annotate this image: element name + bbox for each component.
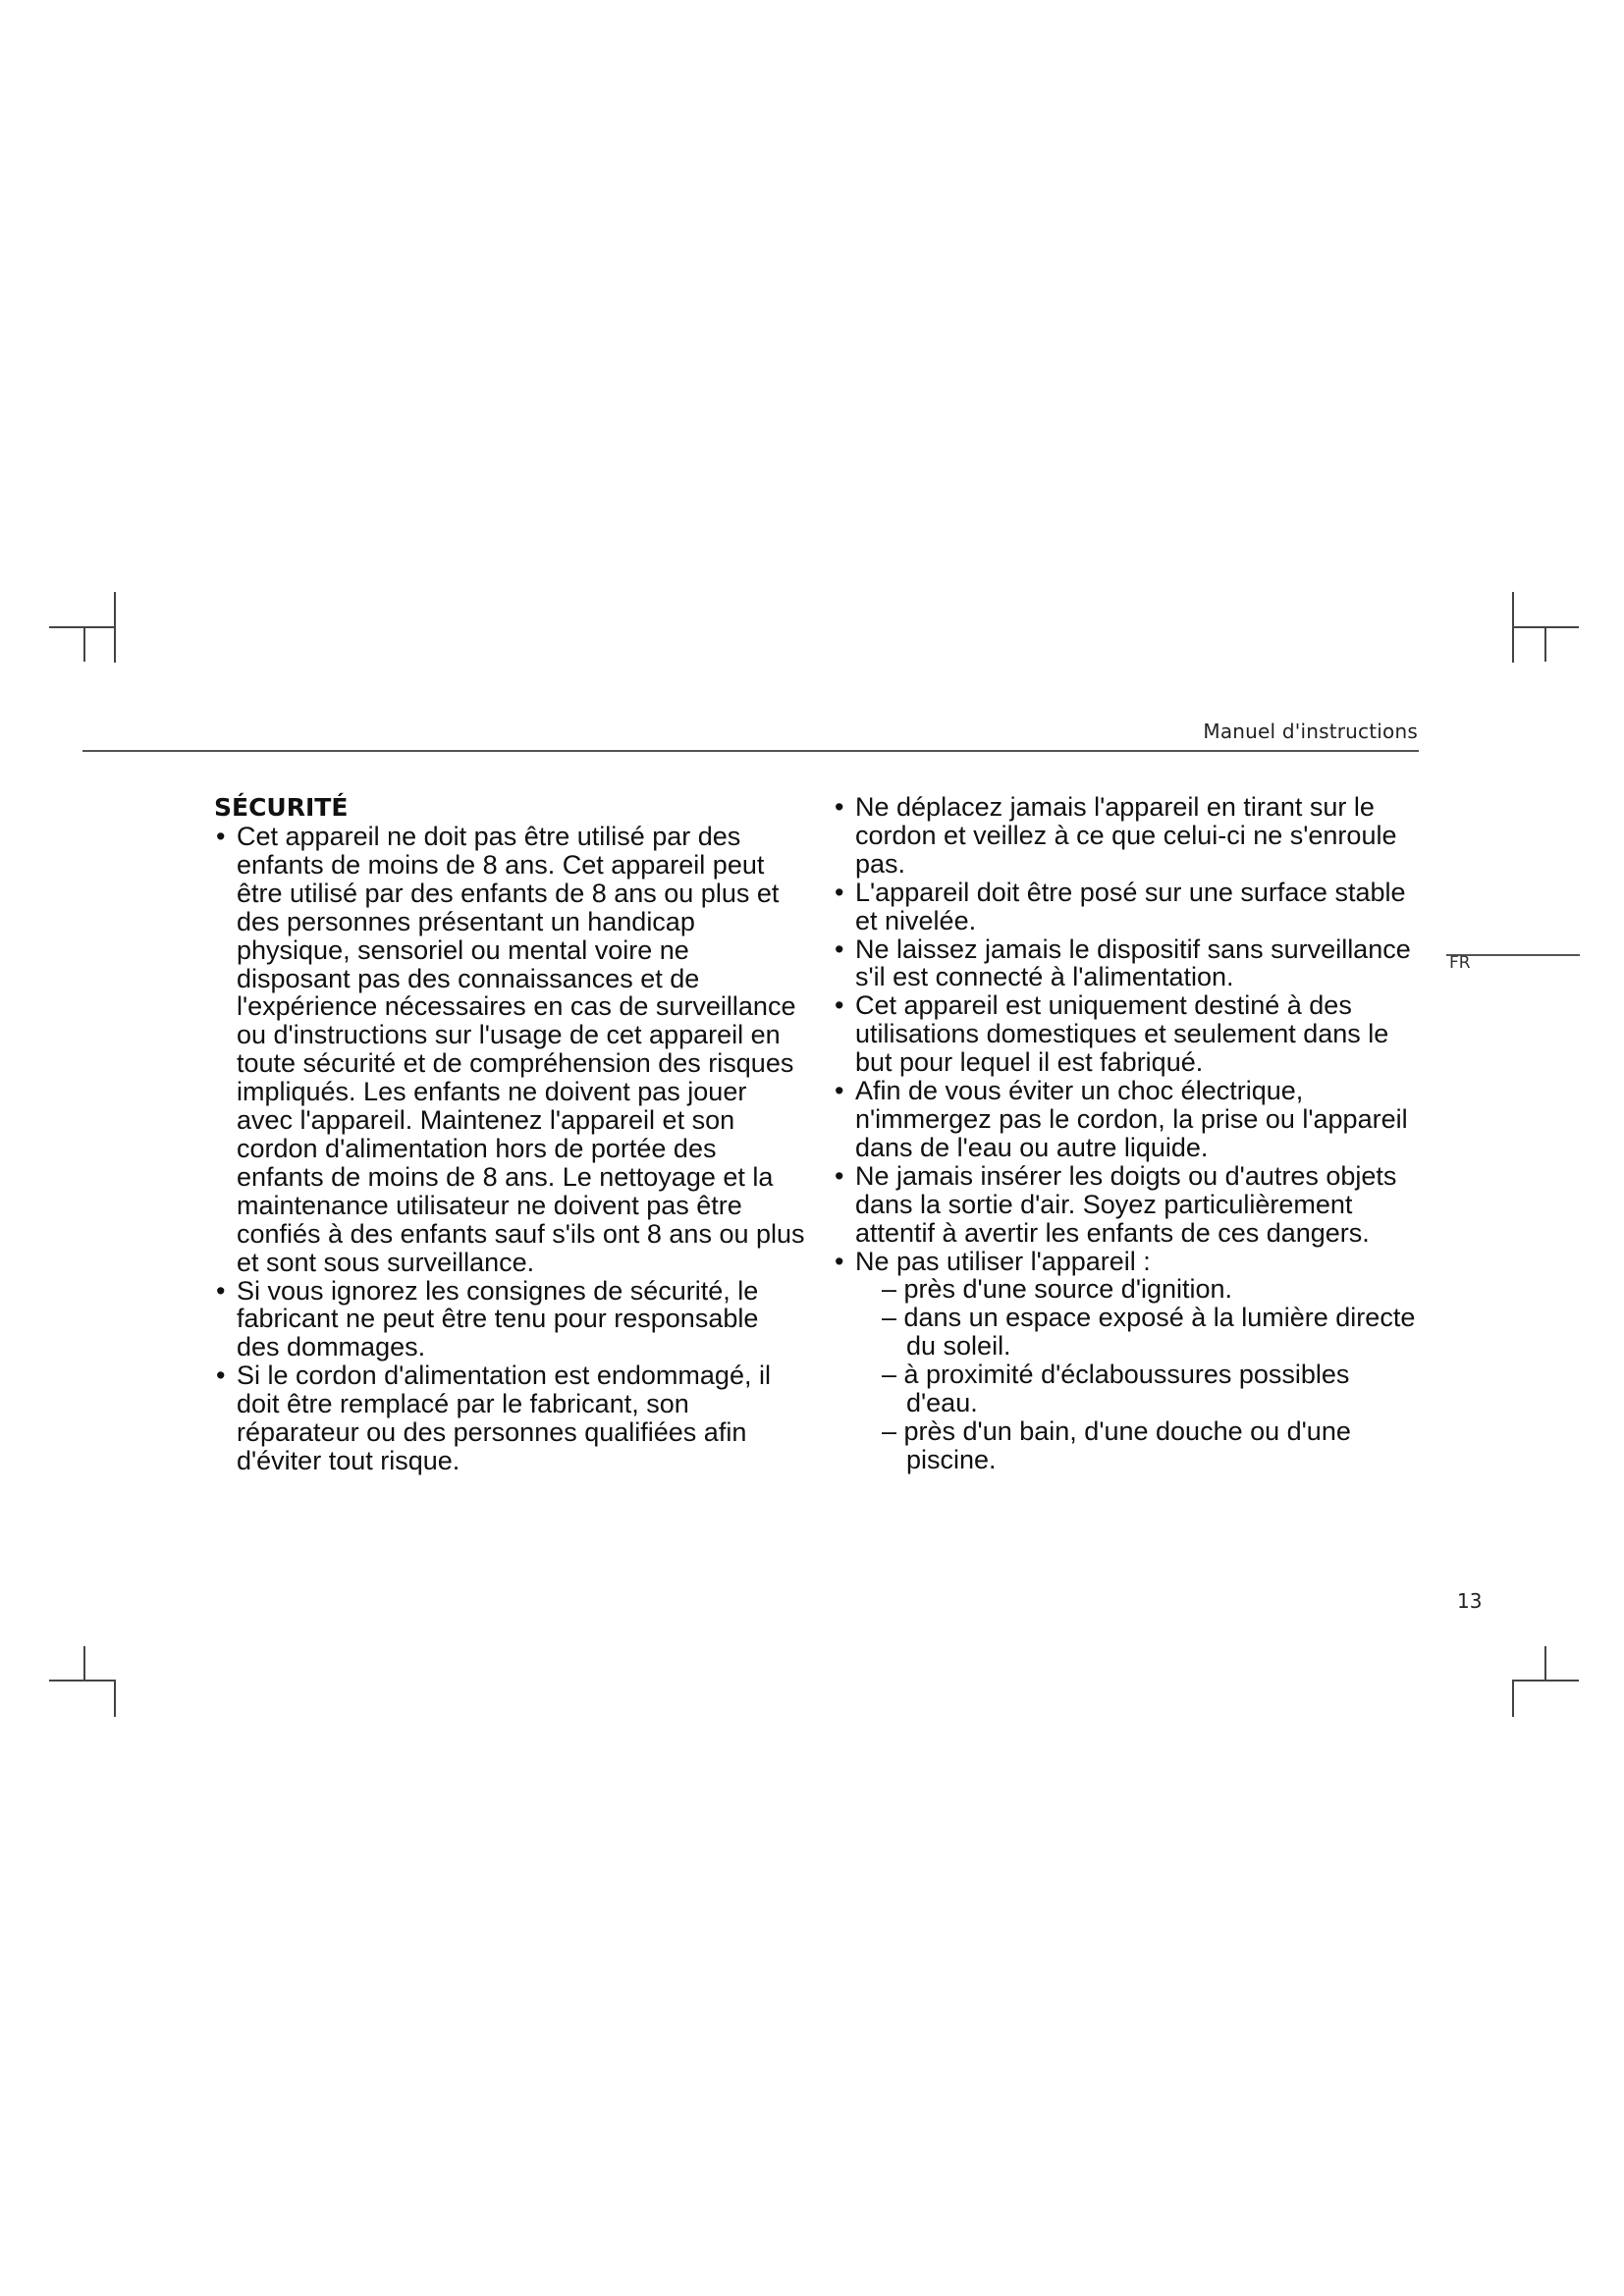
crop-mark — [1513, 1680, 1579, 1682]
list-item: • Si vous ignorez les consignes de sécurité, le fabricant ne peut être tenu pour responsable des dommages. — [214, 1277, 805, 1362]
list-item: • L'appareil doit être posé sur une surface stable et nivelée. — [833, 879, 1422, 935]
sublist-item: – près d'un bain, d'une douche ou d'une piscine. — [882, 1415, 1351, 1474]
crop-mark — [114, 1680, 116, 1717]
list-item-text: Ne pas utiliser l'appareil : — [855, 1246, 1151, 1276]
right-column — [833, 793, 1422, 1474]
crop-mark — [83, 1646, 85, 1681]
header-rule — [82, 750, 1419, 752]
sublist-item: – à proximité d'éclaboussures possibles d'eau. — [882, 1360, 1350, 1418]
sublist — [855, 1275, 1422, 1473]
language-tab: FR — [1449, 953, 1471, 973]
list-item: • Cet appareil ne doit pas être utilisé par des enfants de moins de 8 ans. Cet appareil peut être utilisé par des enfants de 8 ans ou plus et des personnes présentant un handicap physique, sensoriel ou mental voire ne disposant pas des connaissances et de l'expérience nécessaires en cas de surveillance ou d'instructions sur l'usage de cet appareil en toute sécurité et de compréhension des risques impliqués. Les enfants ne doivent pas jouer avec l'appareil. Maintenez l'appareil et son cordon d'alimentation hors de portée des enfants de moins de 8 ans. Le nettoyage et la maintenance utilisateur ne doivent pas être confiés à des enfants sauf s'ils ont 8 ans ou plus et sont sous surveillance. — [214, 823, 805, 1277]
sublist-item: – près d'une source d'ignition. — [882, 1274, 1233, 1305]
crop-mark — [49, 626, 115, 628]
list-item: • Si le cordon d'alimentation est endommagé, il doit être remplacé par le fabricant, son réparateur ou des personnes qualifiées afin d'éviter tout risque. — [214, 1362, 805, 1475]
crop-mark — [1544, 1646, 1546, 1681]
page-number: 13 — [1457, 1589, 1483, 1613]
list-item: • Ne jamais insérer les doigts ou d'autres objets dans la sortie d'air. Soyez particulièrement attentif à avertir les enfants de ces dangers. — [833, 1162, 1422, 1248]
list-item — [833, 1248, 1422, 1474]
list-item: • Ne laissez jamais le dispositif sans surveillance s'il est connecté à l'alimentation. — [833, 935, 1422, 992]
crop-mark — [49, 1680, 115, 1682]
sublist-item: – dans un espace exposé à la lumière directe du soleil. — [882, 1303, 1416, 1362]
manual-title: Manuel d'instructions — [1203, 720, 1418, 743]
list-item: • Cet appareil est uniquement destiné à des utilisations domestiques et seulement dans le but pour lequel il est fabriqué. — [833, 991, 1422, 1077]
left-column — [214, 793, 805, 1475]
section-heading: SÉCURITÉ — [214, 793, 349, 822]
list-item: • Afin de vous éviter un choc électrique, n'immergez pas le cordon, la prise ou l'appareil dans de l'eau ou autre liquide. — [833, 1077, 1422, 1162]
crop-mark — [1512, 1680, 1514, 1717]
safety-list — [833, 793, 1422, 1474]
crop-mark — [83, 627, 85, 662]
list-item: • Ne déplacez jamais l'appareil en tirant sur le cordon et veillez à ce que celui-ci ne s'enroule pas. — [833, 793, 1422, 879]
safety-list — [214, 823, 805, 1475]
crop-mark — [1544, 627, 1546, 662]
